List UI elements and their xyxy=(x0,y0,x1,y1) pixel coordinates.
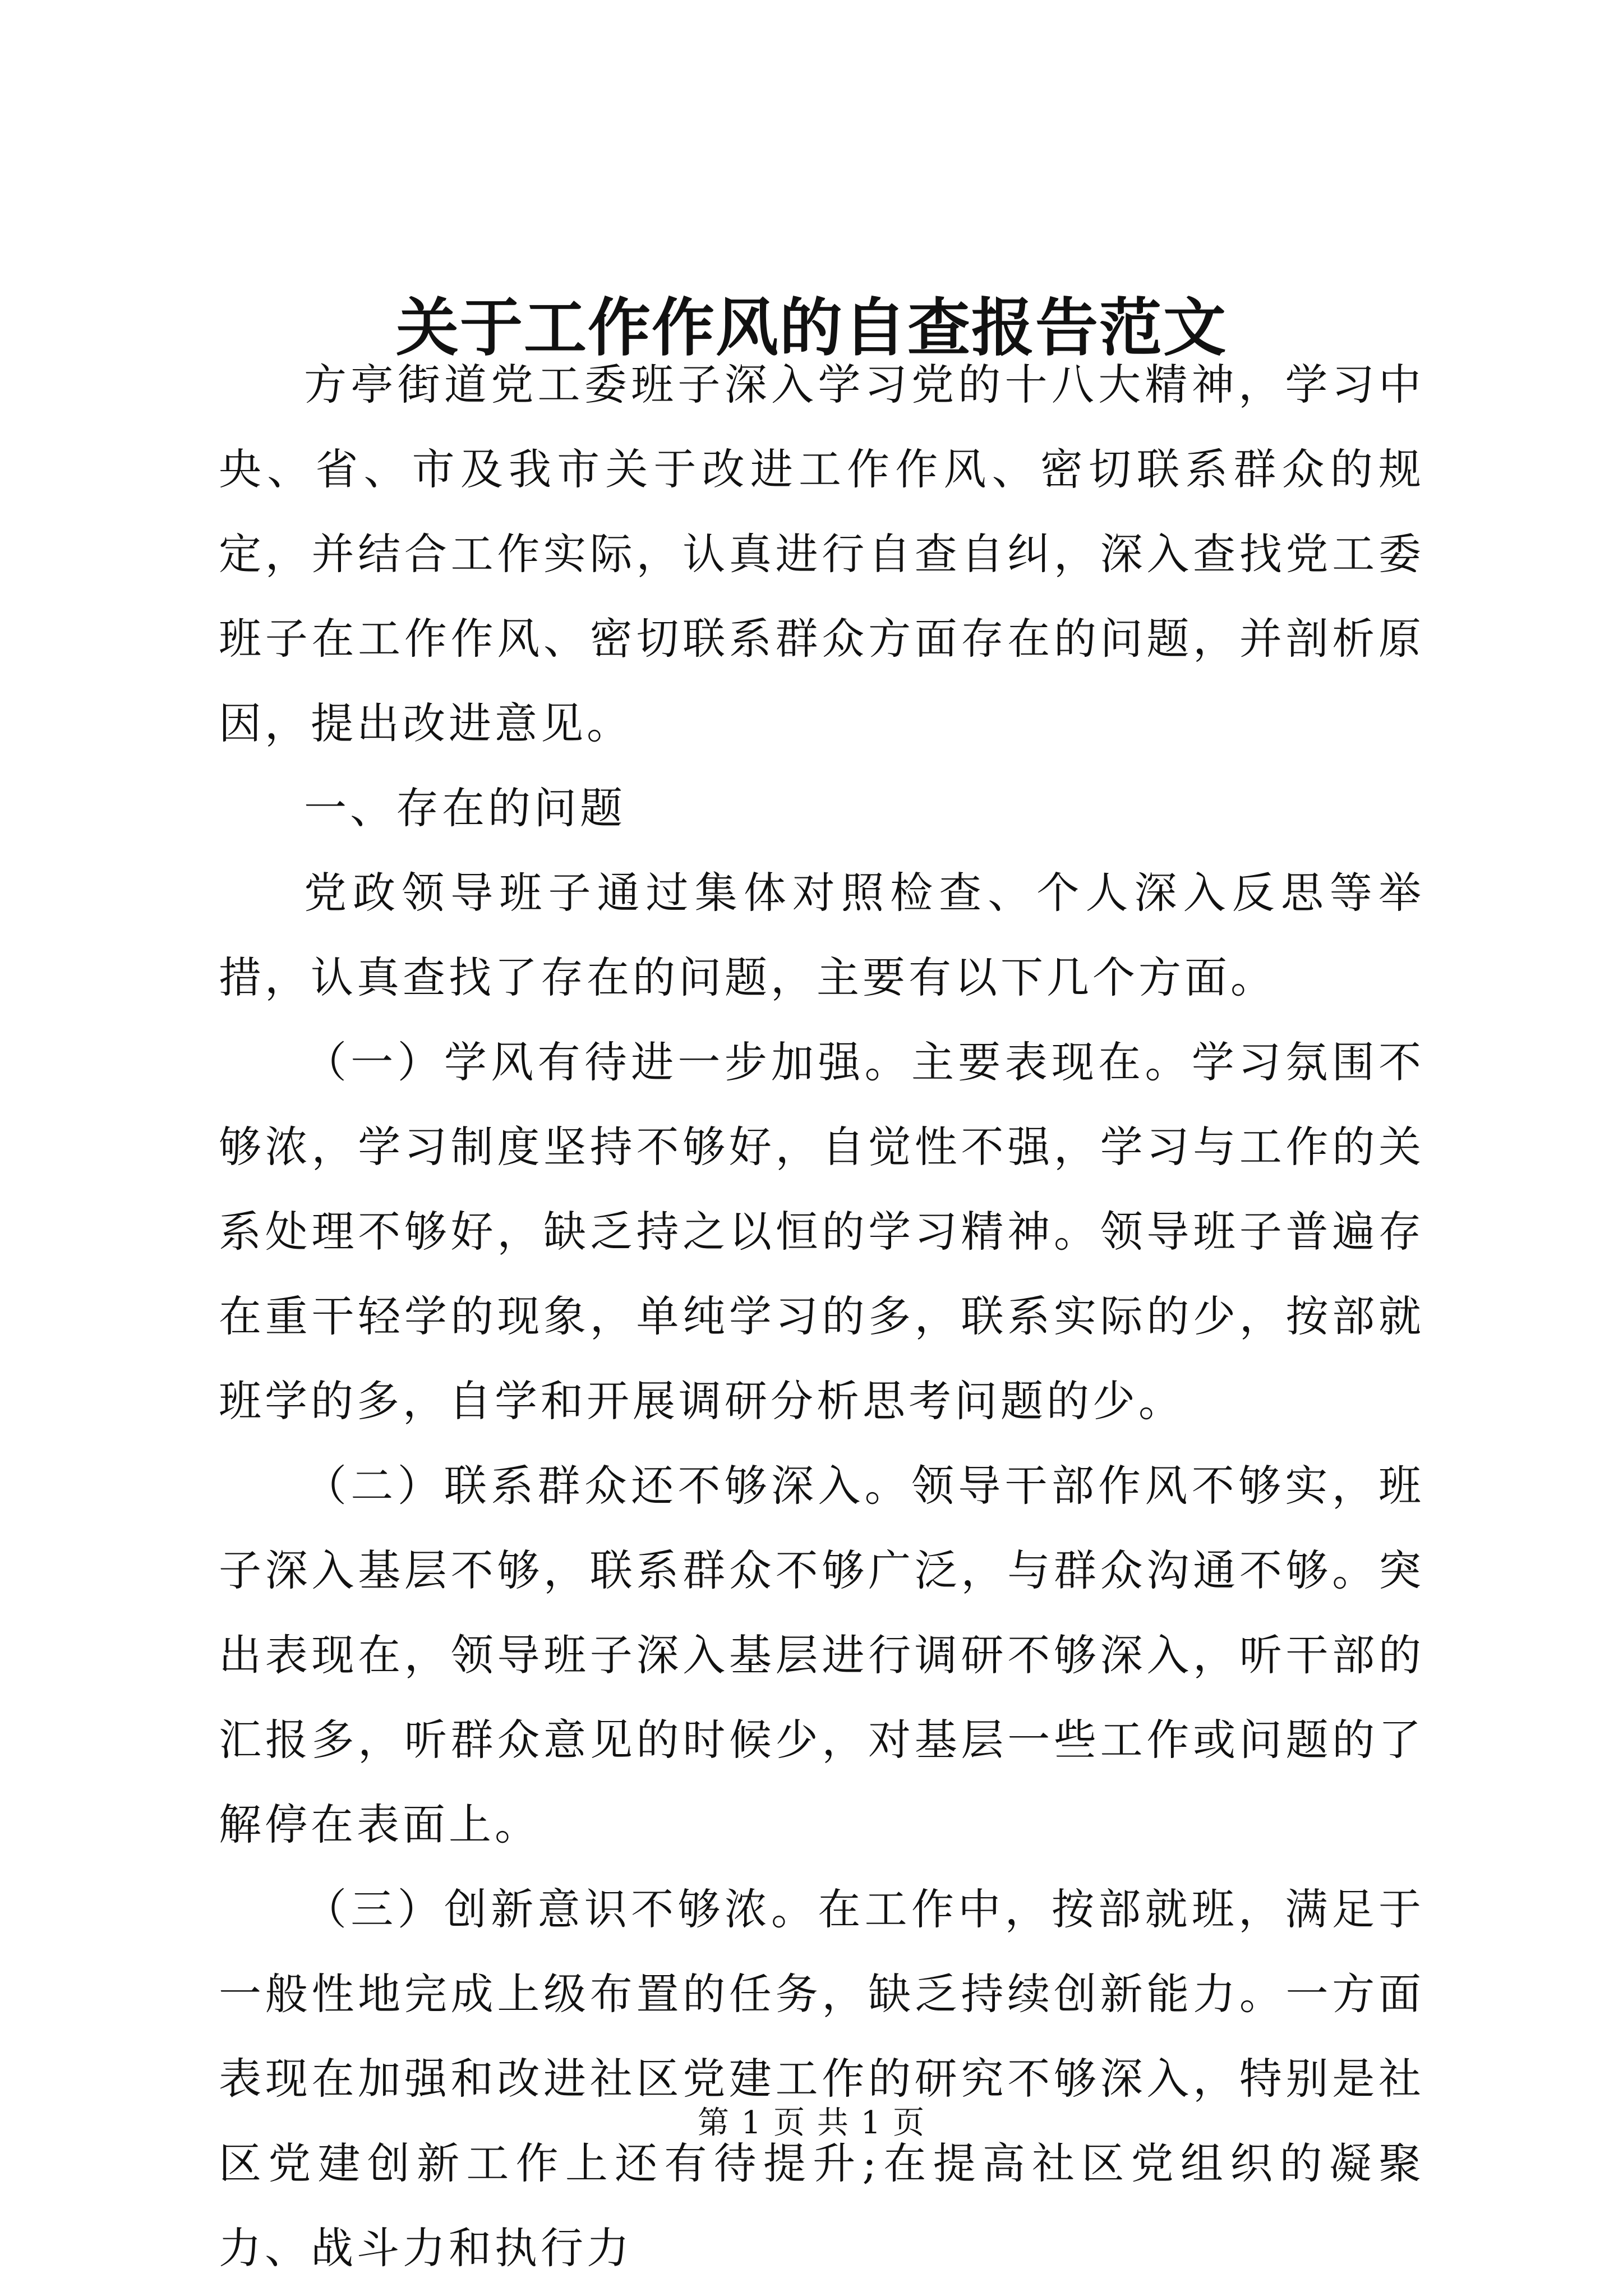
paragraph-intro: 方亭街道党工委班子深入学习党的十八大精神，学习中央、省、市及我市关于改进工作作风、密切联系群众的规定，并结合工作实际，认真进行自查自纠，深入查找党工委班子在工作作风、密切联系群众方面存在的问题，并剖析原因，提出改进意见。 xyxy=(219,360,1424,748)
paragraph-overview: 党政领导班子通过集体对照检查、个人深入反思等举措，认真查找了存在的问题，主要有以下几个方面。 xyxy=(219,868,1424,1002)
section-heading-problems: 一、存在的问题 xyxy=(304,783,626,833)
document-body xyxy=(219,342,1424,2290)
paragraph-item-3: （三）创新意识不够浓。在工作中，按部就班，满足于一般性地完成上级布置的任务，缺乏持续创新能力。一方面表现在加强和改进社区党建工作的研究不够深入，特别是社区党建创新工作上还有待提升;在提高社区党组织的凝聚力、战斗力和执行力 xyxy=(219,1884,1424,2273)
paragraph-item-1: （一）学风有待进一步加强。主要表现在。学习氛围不够浓，学习制度坚持不够好，自觉性不强，学习与工作的关系处理不够好，缺乏持之以恒的学习精神。领导班子普遍存在重干轻学的现象，单纯学习的多，联系实际的少，按部就班学的多，自学和开展调研分析思考问题的少。 xyxy=(219,1037,1424,1426)
document-title: 关于工作作风的自查报告范文 xyxy=(396,291,1227,365)
paragraph-item-2: （二）联系群众还不够深入。领导干部作风不够实，班子深入基层不够，联系群众不够广泛，与群众沟通不够。突出表现在，领导班子深入基层进行调研不够深入，听干部的汇报多，听群众意见的时候少，对基层一些工作或问题的了解停在表面上。 xyxy=(219,1461,1424,1849)
page-footer: 第 1 页 共 1 页 xyxy=(697,2105,926,2141)
